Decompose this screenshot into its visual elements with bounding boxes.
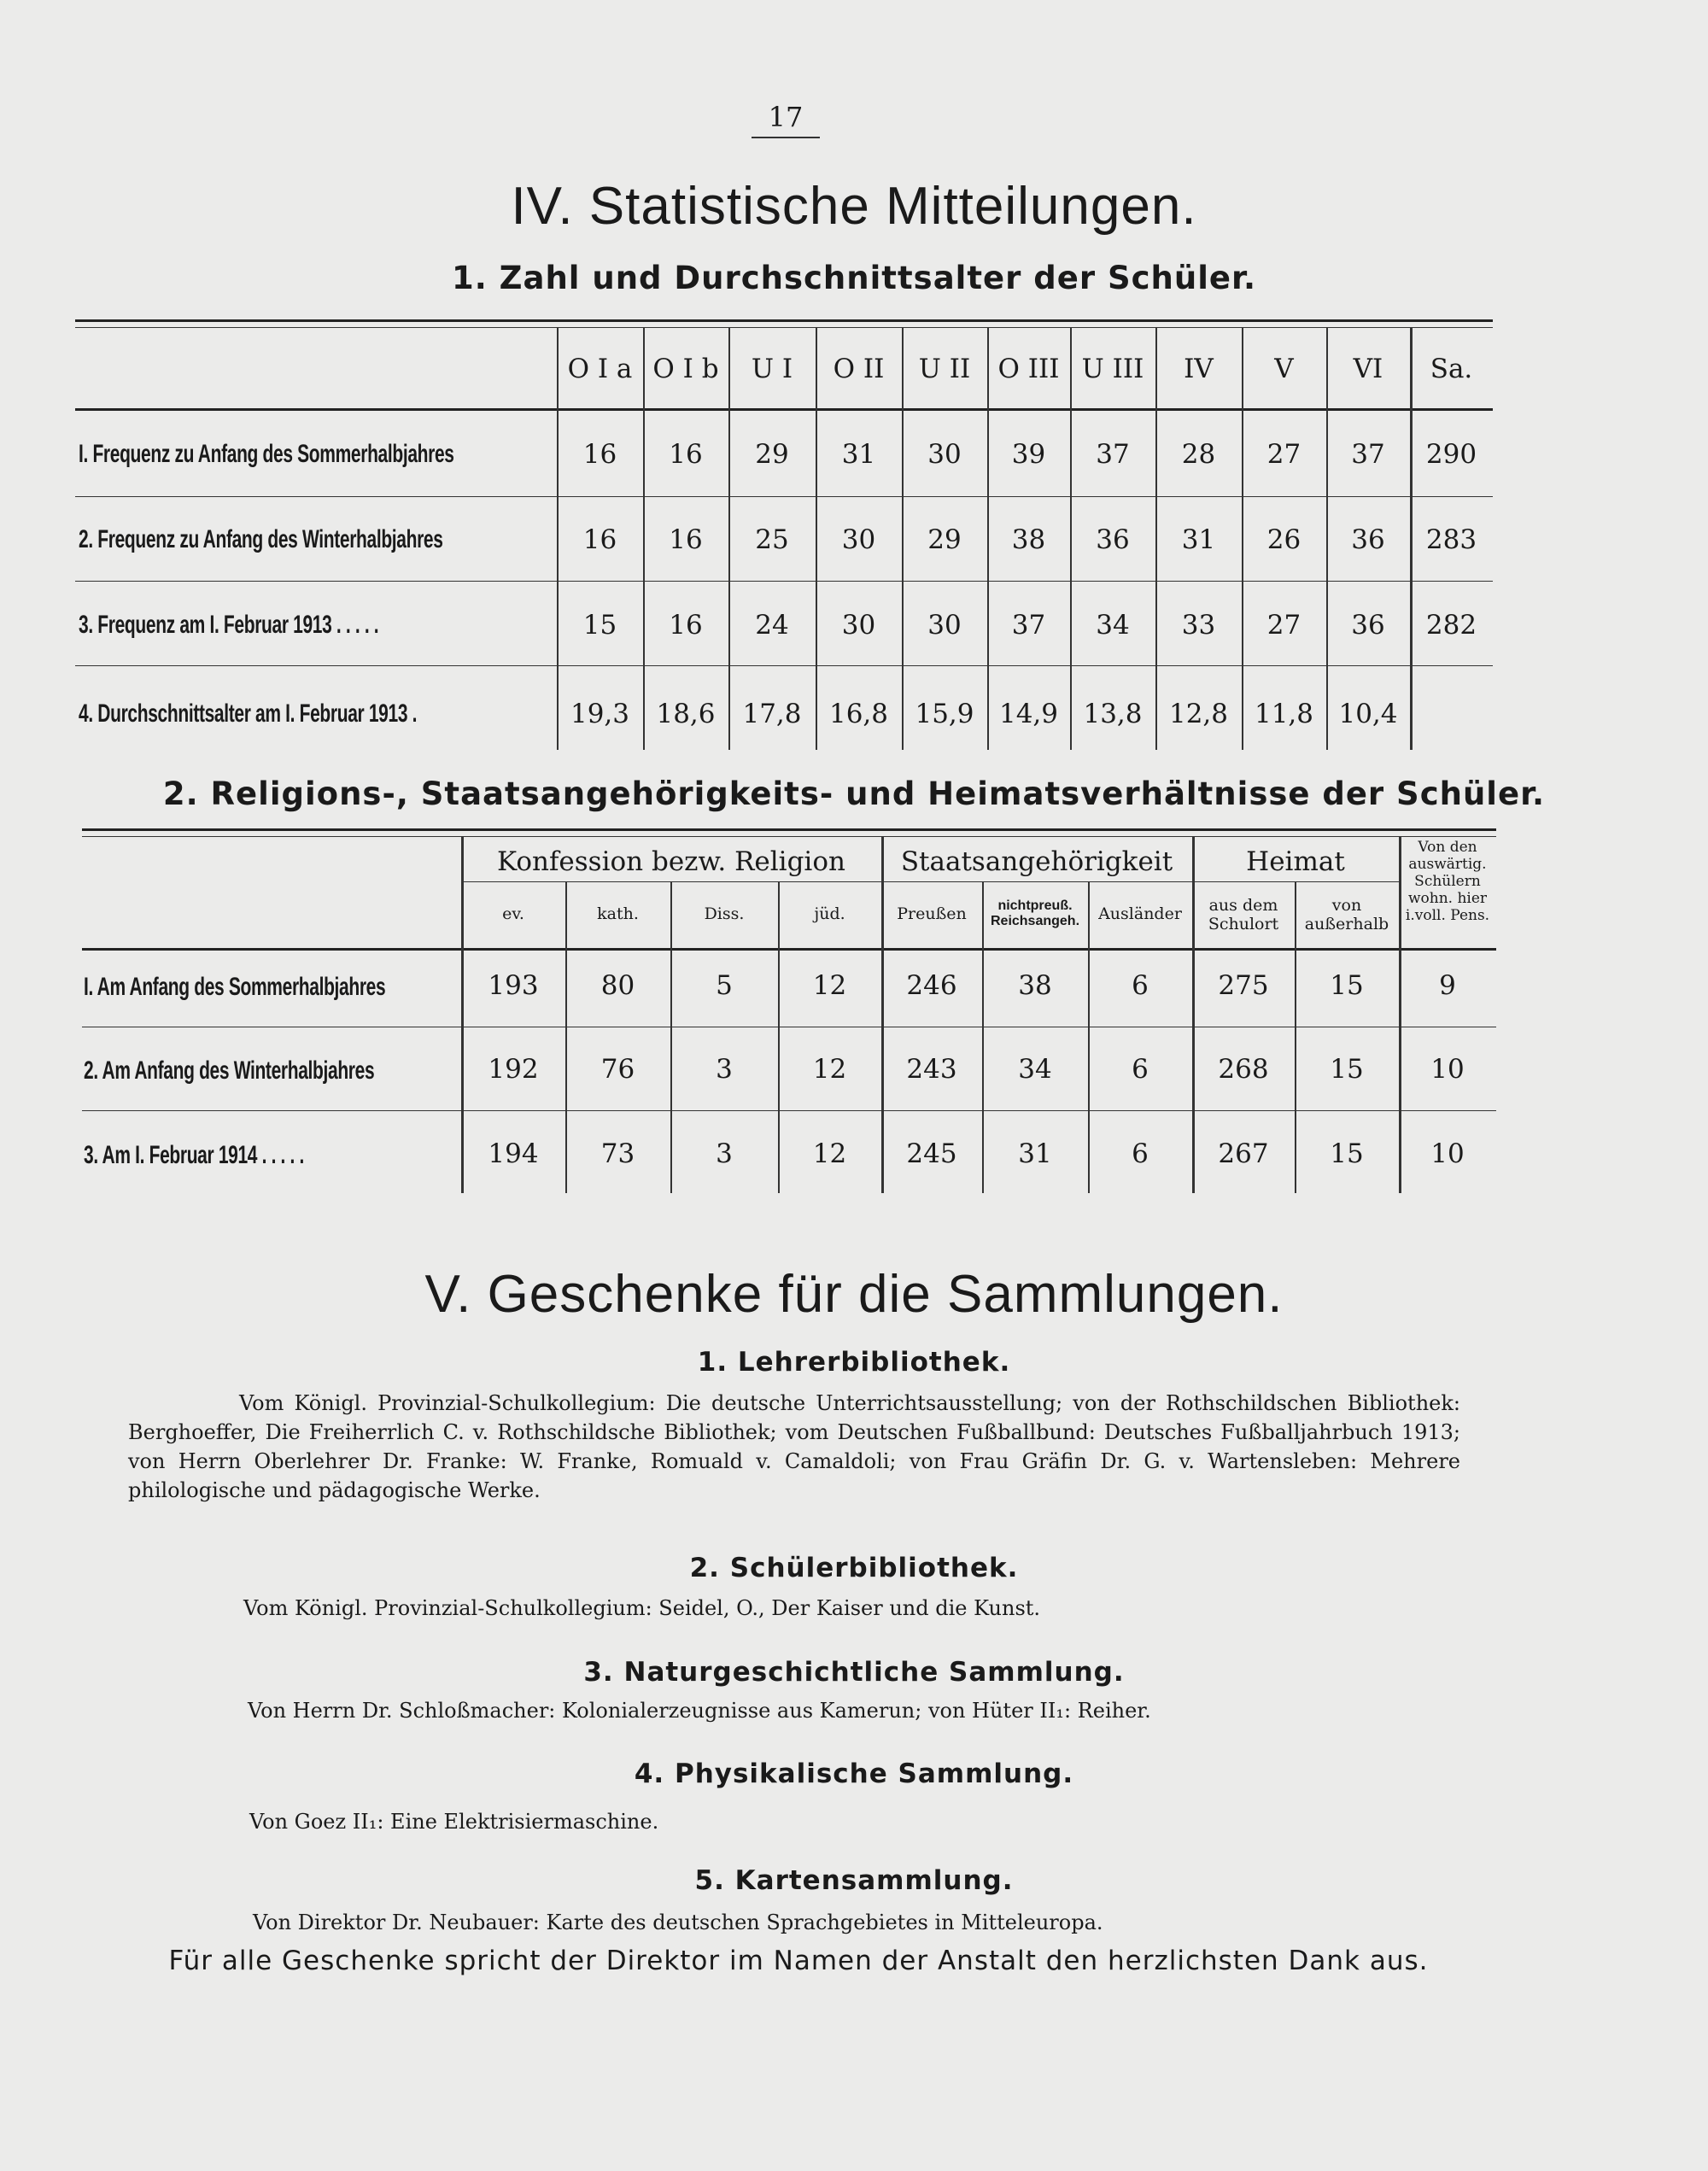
subheader: Ausländer xyxy=(1098,904,1182,923)
col-header: U III xyxy=(1081,354,1144,384)
header-line: von xyxy=(1331,896,1362,915)
cell: 76 xyxy=(600,1054,635,1085)
group-header-auswaertig xyxy=(1399,839,1496,924)
cell: 282 xyxy=(1425,610,1477,641)
cell: 16 xyxy=(669,439,703,470)
cell: 193 xyxy=(488,970,539,1001)
col-header: U I xyxy=(751,354,793,384)
cell: 28 xyxy=(1181,439,1216,470)
cell: 29 xyxy=(755,439,789,470)
section-v-title: V. Geschenke für die Sammlungen. xyxy=(424,1265,1284,1324)
closing-text: Für alle Geschenke spricht der Direktor im Namen der Anstalt den herzlichsten Dank aus. xyxy=(168,1946,1429,1976)
cell: 36 xyxy=(1351,610,1385,641)
subheader: Diss. xyxy=(704,904,745,923)
cell: 3 xyxy=(716,1054,733,1085)
cell: 275 xyxy=(1218,970,1269,1001)
col-header: U II xyxy=(918,354,971,384)
cell: 27 xyxy=(1266,439,1301,470)
cell: 16 xyxy=(582,439,617,470)
cell: 12 xyxy=(812,970,847,1001)
cell: 12 xyxy=(812,1138,847,1169)
collection-title: 2. Schülerbibliothek. xyxy=(689,1553,1019,1583)
cell: 17,8 xyxy=(742,699,802,729)
cell: 246 xyxy=(906,970,957,1001)
row-label: 2. Frequenz zu Anfang des Winterhalbjahres xyxy=(79,525,443,553)
cell: 16 xyxy=(582,524,617,555)
cell: 30 xyxy=(927,610,962,641)
cell: 30 xyxy=(927,439,962,470)
cell: 30 xyxy=(841,524,876,555)
cell: 243 xyxy=(906,1054,957,1085)
cell: 73 xyxy=(600,1138,635,1169)
cell: 27 xyxy=(1266,610,1301,641)
cell: 15,9 xyxy=(915,699,974,729)
header-line: Reichsangeh. xyxy=(990,914,1080,928)
subheader-schulort xyxy=(1192,896,1295,933)
row-label: 4. Durchschnittsalter am I. Februar 1913 . xyxy=(79,699,418,728)
cell: 283 xyxy=(1425,524,1477,555)
cell: 24 xyxy=(755,610,789,641)
cell: 11,8 xyxy=(1254,699,1314,729)
header-line: außerhalb xyxy=(1304,915,1389,933)
col-header: O I a xyxy=(567,354,633,384)
cell: 33 xyxy=(1181,610,1216,641)
group-header-konfession: Konfession bezw. Religion xyxy=(497,846,845,877)
cell: 192 xyxy=(488,1054,539,1085)
row-label: 3. Am I. Februar 1914 . . . . . xyxy=(84,1141,304,1169)
cell: 36 xyxy=(1351,524,1385,555)
collection-text: Von Herrn Dr. Schloßmacher: Kolonialerzeugnisse aus Kamerun; von Hüter II₁: Reiher. xyxy=(248,1699,1151,1723)
col-header: V xyxy=(1274,354,1294,384)
subheader: kath. xyxy=(597,904,639,923)
cell: 16 xyxy=(669,524,703,555)
col-header: Sa. xyxy=(1430,354,1473,384)
cell: 26 xyxy=(1266,524,1301,555)
col-header: O III xyxy=(997,354,1060,384)
row-label: 3. Frequenz am I. Februar 1913 . . . . . xyxy=(79,611,379,639)
collection-title: 4. Physikalische Sammlung. xyxy=(634,1758,1074,1789)
header-line: Schülern xyxy=(1414,873,1481,890)
cell: 80 xyxy=(600,970,635,1001)
cell: 6 xyxy=(1132,1138,1149,1169)
cell: 5 xyxy=(716,970,733,1001)
col-header: O II xyxy=(833,354,885,384)
cell: 290 xyxy=(1425,439,1477,470)
subheader-nichtpreuss xyxy=(982,898,1088,929)
col-header: VI xyxy=(1353,354,1383,384)
cell: 12,8 xyxy=(1168,699,1229,729)
row-label: I. Am Anfang des Sommerhalbjahres xyxy=(84,973,386,1001)
cell: 15 xyxy=(1330,1138,1364,1169)
cell: 29 xyxy=(927,524,962,555)
page-number: 17 xyxy=(752,101,820,138)
cell: 15 xyxy=(582,610,617,641)
col-header: O I b xyxy=(652,354,719,384)
cell: 37 xyxy=(1351,439,1385,470)
cell: 194 xyxy=(488,1138,539,1169)
col-header: IV xyxy=(1184,354,1214,384)
subheader: ev. xyxy=(502,904,524,923)
header-line: auswärtig. xyxy=(1408,856,1487,873)
collection-text: Von Direktor Dr. Neubauer: Karte des deutschen Sprachgebietes in Mitteleuropa. xyxy=(253,1911,1103,1934)
group-header-staat: Staatsangehörigkeit xyxy=(900,846,1173,877)
header-line: i.voll. Pens. xyxy=(1405,907,1490,924)
cell: 13,8 xyxy=(1083,699,1143,729)
cell: 39 xyxy=(1011,439,1046,470)
cell: 16,8 xyxy=(828,699,889,729)
cell: 9 xyxy=(1439,970,1456,1001)
row-label: 2. Am Anfang des Winterhalbjahres xyxy=(84,1056,375,1085)
cell: 15 xyxy=(1330,970,1364,1001)
header-line: wohn. hier xyxy=(1407,890,1488,907)
section-iv-title: IV. Statistische Mitteilungen. xyxy=(511,177,1197,236)
cell: 14,9 xyxy=(998,699,1059,729)
cell: 38 xyxy=(1018,970,1052,1001)
cell: 31 xyxy=(1181,524,1216,555)
subheader: Preußen xyxy=(897,904,967,923)
subheader: jüd. xyxy=(814,904,845,923)
cell: 6 xyxy=(1132,970,1149,1001)
header-line: nichtpreuß. xyxy=(997,898,1073,913)
collection-title: 1. Lehrerbibliothek. xyxy=(697,1347,1011,1378)
cell: 37 xyxy=(1096,439,1130,470)
cell: 19,3 xyxy=(570,699,630,729)
collection-title: 5. Kartensammlung. xyxy=(694,1865,1014,1896)
collection-title: 3. Naturgeschichtliche Sammlung. xyxy=(583,1657,1125,1688)
cell: 16 xyxy=(669,610,703,641)
cell: 12 xyxy=(812,1054,847,1085)
cell: 3 xyxy=(716,1138,733,1169)
table1-title: 1. Zahl und Durchschnittsalter der Schüler. xyxy=(451,260,1257,296)
subheader-ausserhalb xyxy=(1295,896,1399,933)
cell: 18,6 xyxy=(656,699,716,729)
header-line: aus dem xyxy=(1208,896,1278,915)
cell: 36 xyxy=(1096,524,1130,555)
cell: 268 xyxy=(1218,1054,1269,1085)
collection-text: Vom Königl. Provinzial-Schulkollegium: Die deutsche Unterrichtsausstellung; von der Rothschildschen Bibliothek: Berghoeffer, Die Freiherrlich C. v. Rothschildsche Bibliothek; vom Deutschen Fußballbund: Deutsches Fußballjahrbuch 1913; von Herrn Oberlehrer Dr. Franke: W. Franke, Romuald v. Camaldoli; von Frau Gräfin Dr. G. v. Wartensleben: Mehrere philologische und pädagogische Werke. xyxy=(128,1391,1460,1502)
row-label: I. Frequenz zu Anfang des Sommerhalbjahres xyxy=(79,440,454,468)
cell: 38 xyxy=(1011,524,1046,555)
cell: 25 xyxy=(755,524,789,555)
cell: 10 xyxy=(1430,1138,1465,1169)
cell: 31 xyxy=(1018,1138,1052,1169)
cell: 34 xyxy=(1096,610,1130,641)
cell: 6 xyxy=(1132,1054,1149,1085)
group-header-heimat: Heimat xyxy=(1246,846,1345,877)
cell: 15 xyxy=(1330,1054,1364,1085)
cell: 267 xyxy=(1218,1138,1269,1169)
cell: 30 xyxy=(841,610,876,641)
table2-title: 2. Religions-, Staatsangehörigkeits- und Heimatsverhältnisse der Schüler. xyxy=(162,775,1546,812)
cell: 10 xyxy=(1430,1054,1465,1085)
cell: 34 xyxy=(1018,1054,1052,1085)
collection-text: Von Goez II₁: Eine Elektrisiermaschine. xyxy=(249,1810,659,1834)
cell: 10,4 xyxy=(1338,699,1398,729)
cell: 37 xyxy=(1011,610,1046,641)
collection-text: Vom Königl. Provinzial-Schulkollegium: Seidel, O., Der Kaiser und die Kunst. xyxy=(243,1596,1041,1620)
cell: 31 xyxy=(841,439,876,470)
header-line: Von den xyxy=(1418,839,1477,856)
cell: 245 xyxy=(906,1138,957,1169)
header-line: Schulort xyxy=(1208,915,1279,933)
